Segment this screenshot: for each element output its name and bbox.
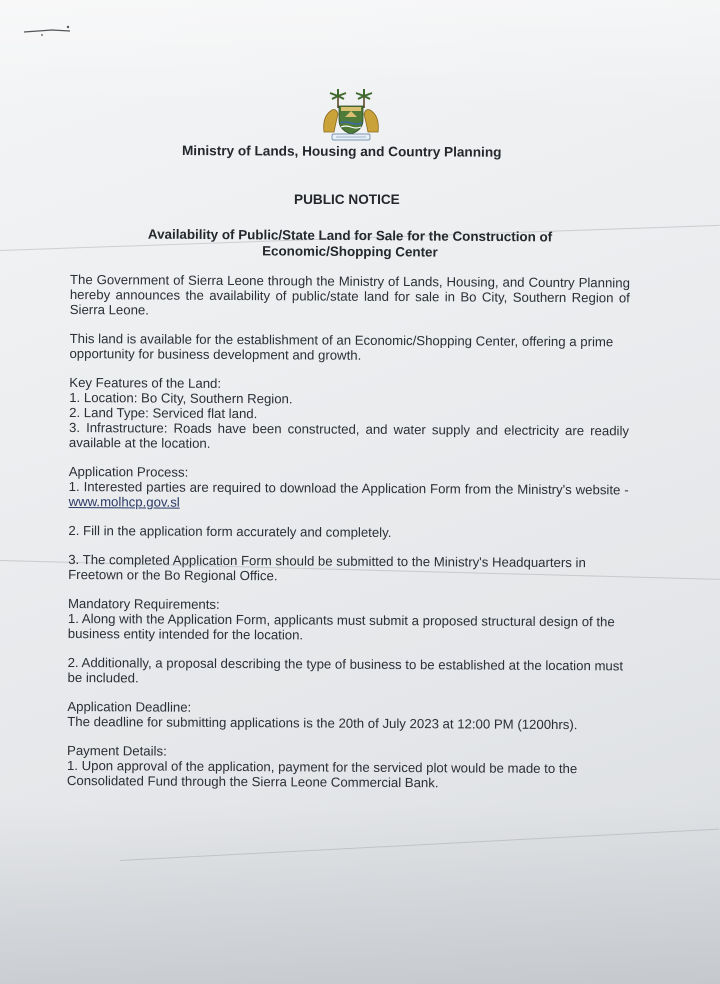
ministry-website-link[interactable]: www.molhcp.gov.sl: [68, 493, 180, 510]
deadline-text: The deadline for submitting applications is the 20th of July 2023 at 12:00 PM (1200hrs).: [67, 713, 578, 733]
page-shadow: [0, 804, 720, 984]
key-features-heading: Key Features of the Land:: [69, 374, 222, 391]
payment-heading: Payment Details:: [67, 742, 167, 759]
key-feature-item: 3. Infrastructure: Roads have been constructed, and water supply and electricity are readily available at the location.: [68, 419, 630, 451]
mandatory-heading: Mandatory Requirements:: [67, 595, 220, 612]
ministry-name: Ministry of Lands, Housing and Country Planning: [181, 143, 502, 160]
subject-line-1: Availability of Public/State Land for Sale for the Construction of: [147, 226, 553, 245]
payment-item-1: 1. Upon approval of the application, payment for the serviced plot would be made to the Consolidated Fund through the Sierra Leone Commercial Bank.: [66, 757, 578, 791]
mandatory-item-2: 2. Additionally, a proposal describing the type of business to be established at the location must be included.: [67, 654, 624, 686]
sierra-leone-coat-of-arms-icon: [318, 86, 384, 142]
intro-paragraph: The Government of Sierra Leone through the Ministry of Lands, Housing, and Country Planning hereby announces the availability of public/state land for sale in Bo City, Southern Region of Sierra Leone.: [69, 272, 630, 318]
purpose-paragraph: This land is available for the establishment of an Economic/Shopping Center, offering a prime opportunity for business development and growth.: [69, 330, 614, 363]
notice-subject: [120, 226, 580, 261]
subject-line-2: Economic/Shopping Center: [262, 243, 438, 260]
application-step-1-text: 1. Interested parties are required to download the Application Form from the Ministry's website -: [68, 478, 629, 498]
application-step-2: 2. Fill in the application form accurately and completely.: [68, 522, 392, 540]
mandatory-item-1: 1. Along with the Application Form, applicants must submit a proposed structural design of the business entity intended for the location.: [67, 610, 615, 643]
notice-body: [67, 272, 630, 791]
key-feature-item: 1. Location: Bo City, Southern Region.: [69, 389, 293, 407]
application-process-heading: Application Process:: [68, 463, 189, 480]
pen-mark-icon: [22, 24, 72, 38]
notice-title: PUBLIC NOTICE: [294, 192, 400, 207]
application-step-1: [69, 479, 629, 512]
deadline-heading: Application Deadline:: [67, 698, 192, 715]
key-feature-item: 2. Land Type: Serviced flat land.: [69, 404, 258, 422]
application-step-3: 3. The completed Application Form should be submitted to the Ministry's Headquarters in Freetown or the Bo Regional Office.: [68, 551, 586, 584]
